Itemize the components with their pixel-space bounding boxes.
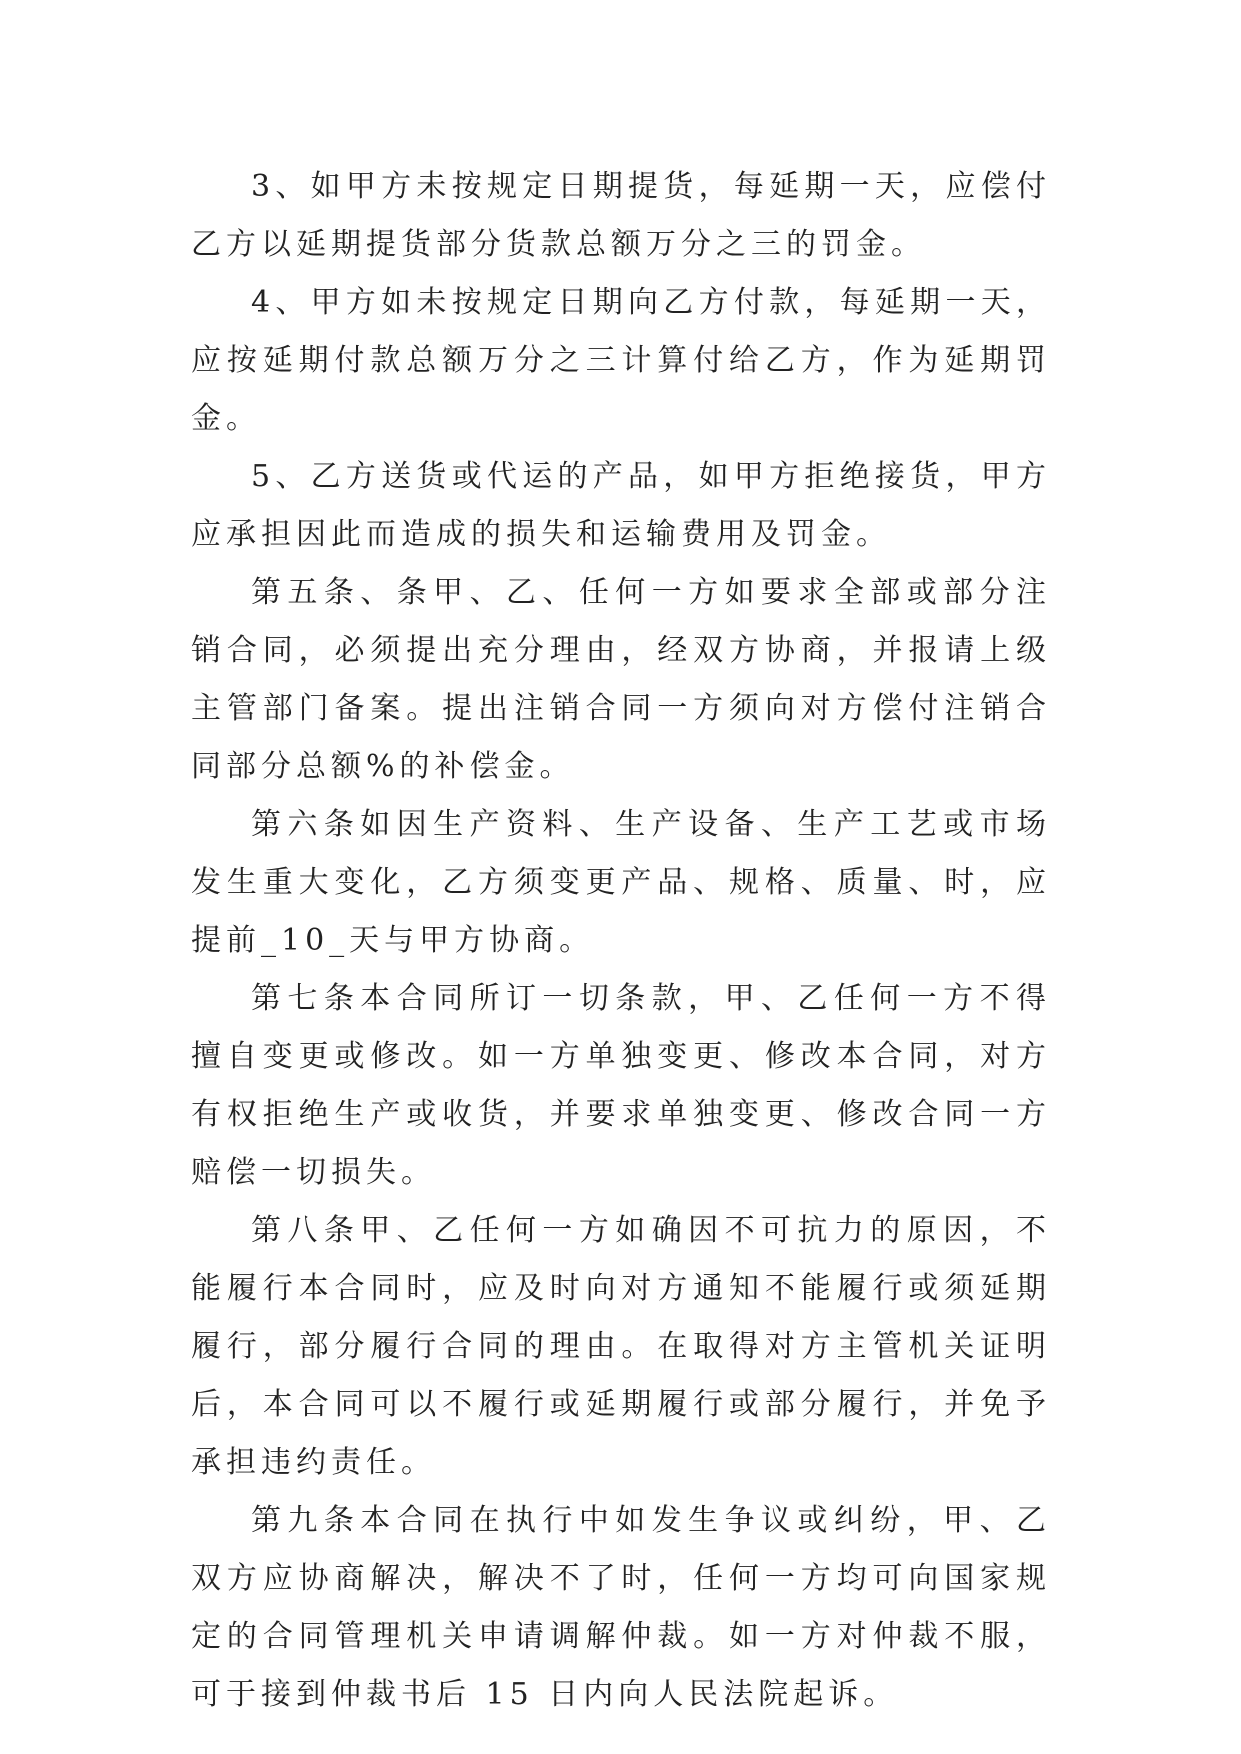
paragraph-article-9: 第九条本合同在执行中如发生争议或纠纷，甲、乙双方应协商解决，解决不了时，任何一方均可向国家规定的合同管理机关申请调解仲裁。如一方对仲裁不服，可于接到仲裁书后 15 日内向人民法院起诉。: [191, 1503, 1051, 1712]
paragraph-penalty-late-pickup: 3、如甲方未按规定日期提货，每延期一天，应偿付乙方以延期提货部分货款总额万分之三的罚金。: [191, 169, 1051, 262]
paragraph-article-6: 第六条如因生产资料、生产设备、生产工艺或市场发生重大变化，乙方须变更产品、规格、质量、时，应提前_10_天与甲方协商。: [191, 807, 1051, 958]
paragraph-article-7: 第七条本合同所订一切条款，甲、乙任何一方不得擅自变更或修改。如一方单独变更、修改本合同，对方有权拒绝生产或收货，并要求单独变更、修改合同一方赔偿一切损失。: [191, 981, 1051, 1190]
paragraph-article-8: 第八条甲、乙任何一方如确因不可抗力的原因，不能履行本合同时，应及时向对方通知不能履行或须延期履行，部分履行合同的理由。在取得对方主管机关证明后，本合同可以不履行或延期履行或部分履行，并免予承担违约责任。: [191, 1213, 1051, 1480]
paragraph-penalty-refused-delivery: 5、乙方送货或代运的产品，如甲方拒绝接货，甲方应承担因此而造成的损失和运输费用及罚金。: [191, 459, 1051, 552]
paragraph-article-5: 第五条、条甲、乙、任何一方如要求全部或部分注销合同，必须提出充分理由，经双方协商，并报请上级主管部门备案。提出注销合同一方须向对方偿付注销合同部分总额%的补偿金。: [191, 575, 1051, 784]
paragraph-penalty-late-payment: 4、甲方如未按规定日期向乙方付款，每延期一天，应按延期付款总额万分之三计算付给乙方，作为延期罚金。: [191, 285, 1051, 436]
document-body: [191, 158, 1051, 1724]
